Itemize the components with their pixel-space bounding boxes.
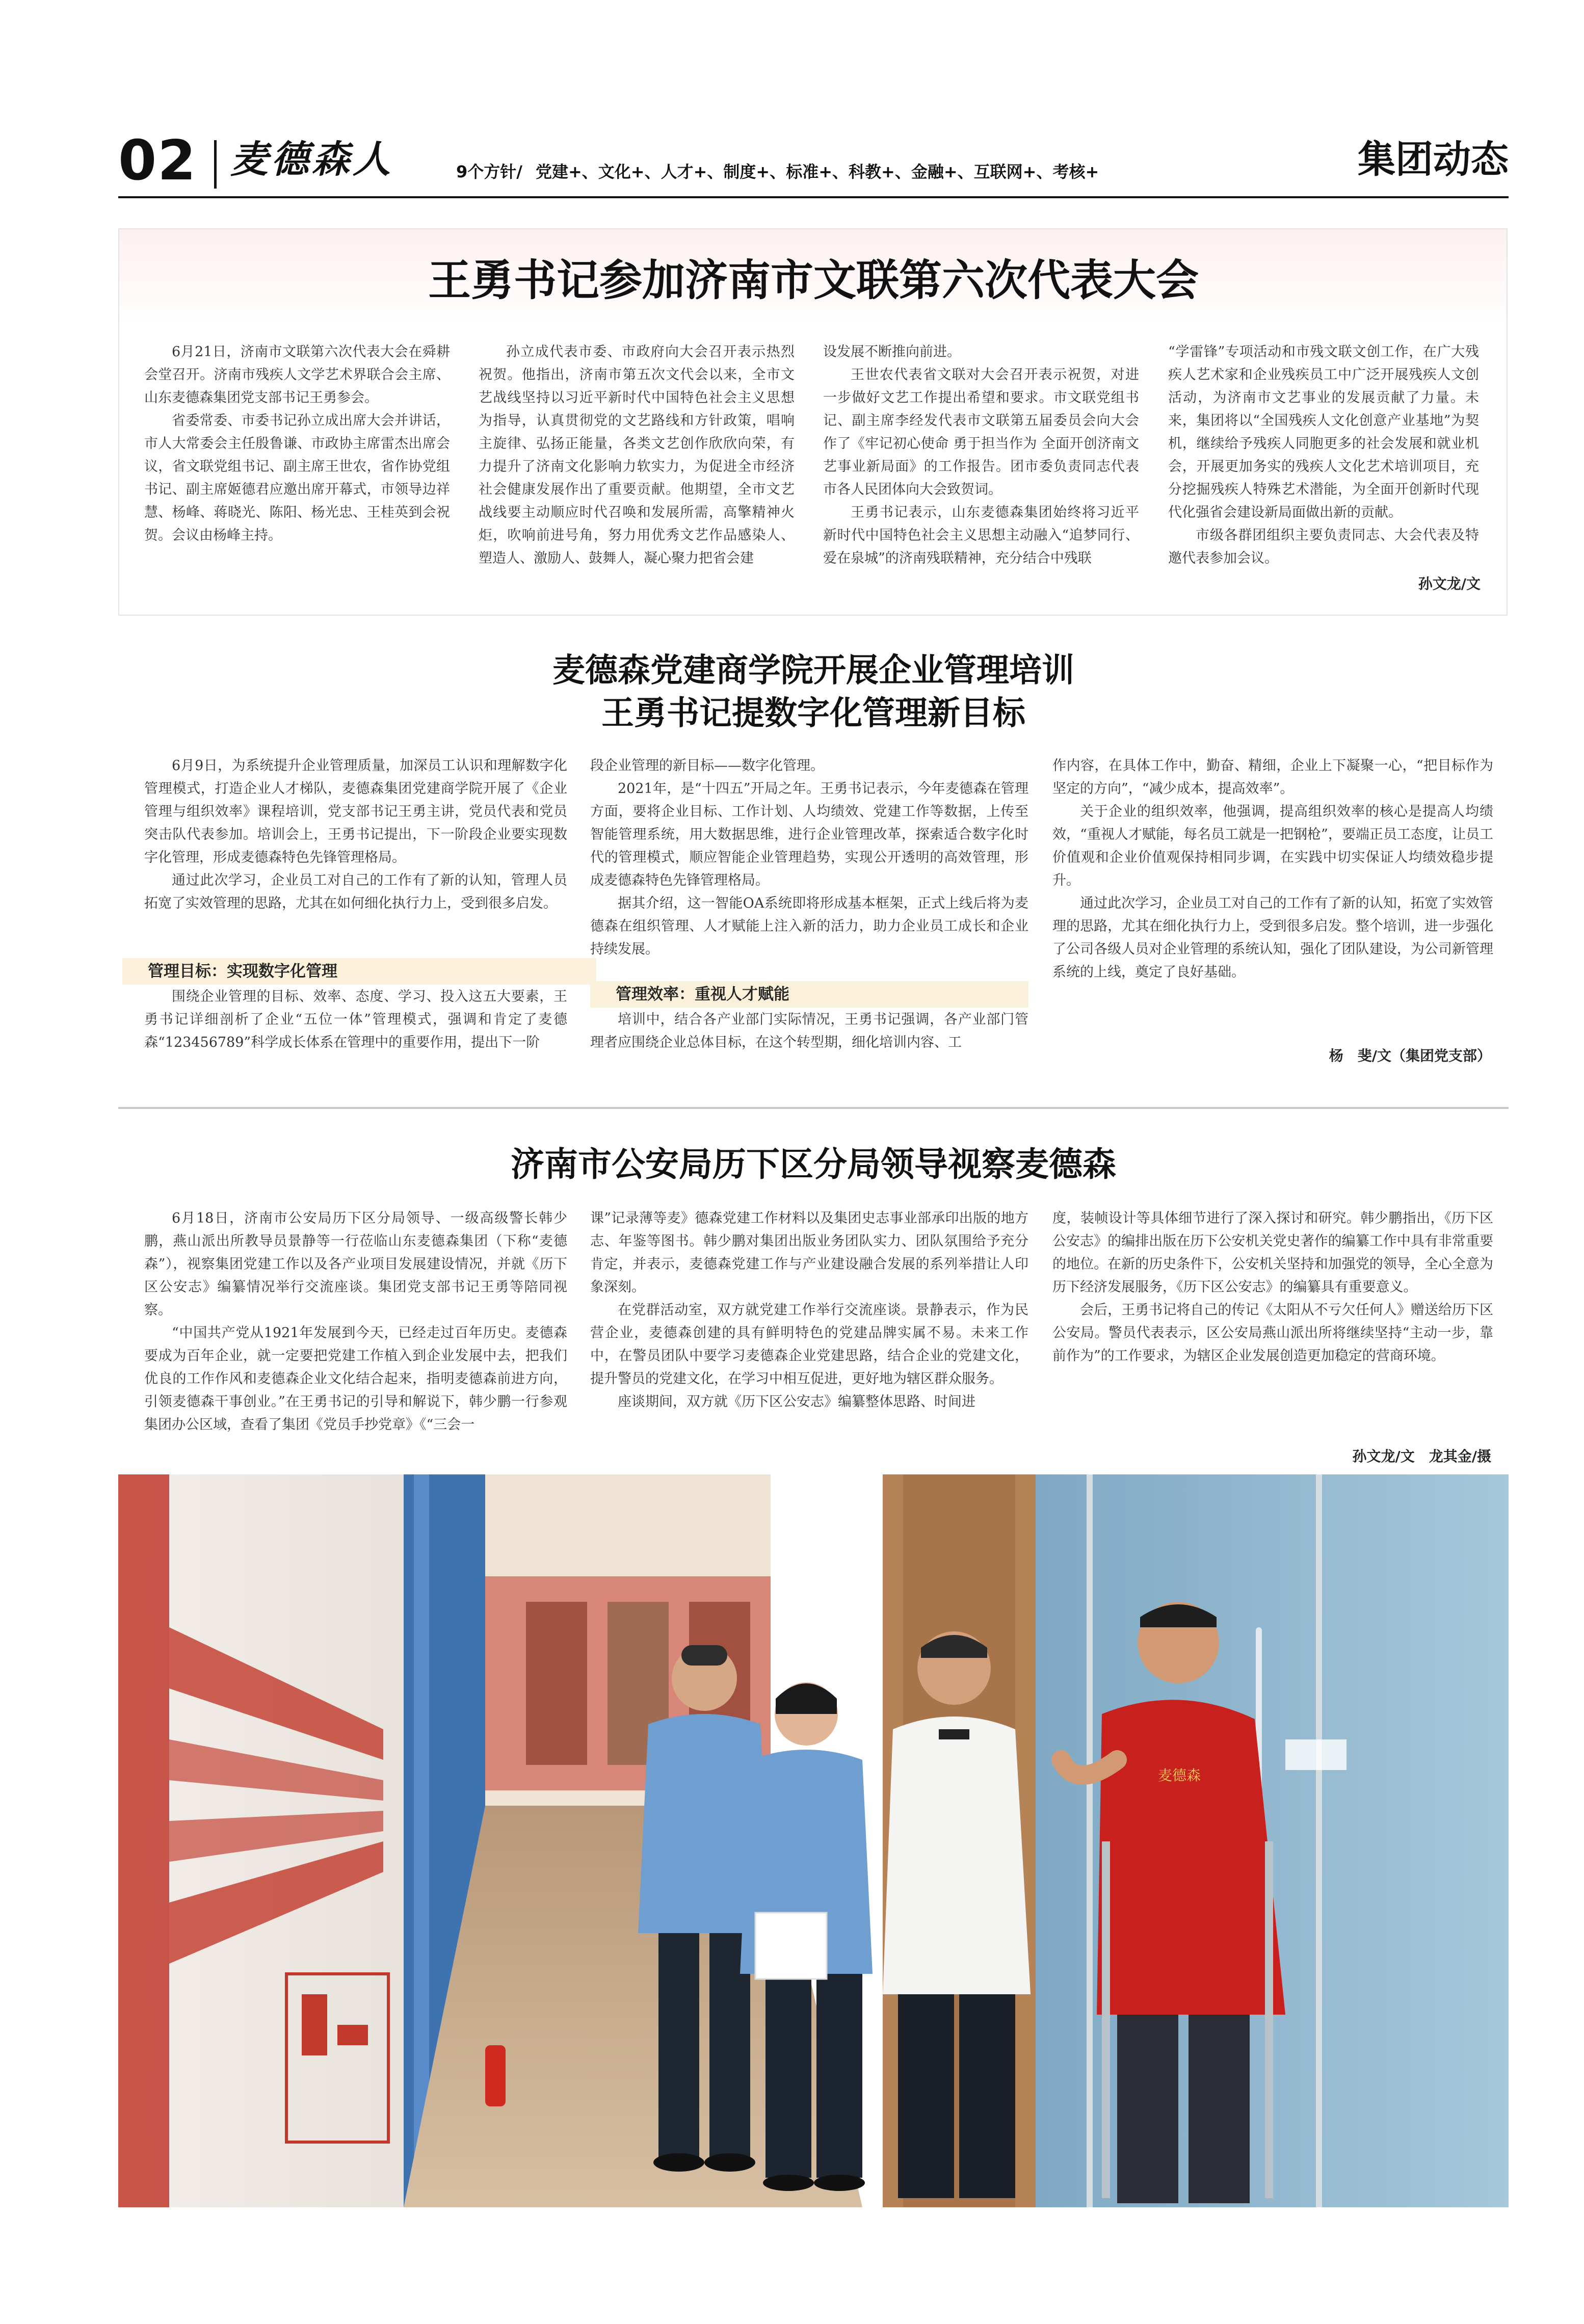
article1-column-2 [479,340,795,570]
paragraph: 王勇书记表示，山东麦德森集团始终将习近平新时代中国特色社会主义思想主动融入“追梦同行、爱在泉城”的济南残联精神，充分结合中残联 [823,505,1139,566]
header-rule [118,196,1509,198]
fire-extinguisher [485,2045,506,2106]
paragraph: 关于企业的组织效率，他强调，提高组织效率的核心是提高人均绩效，“重视人才赋能，每名员工就是一把钢枪”，要端正员工态度，让员工价值观和企业价值观保持相同步调，在实践中切实保证人均绩效稳步提升。 [1052,804,1493,888]
paragraph: 在党群活动室，双方就党建工作举行交流座谈。景静表示，作为民营企业，麦德森创建的具有鲜明特色的党建品牌实属不易。未来工作中，在警员团队中要学习麦德森企业党建思路，结合企业的党建文化，提升警员的党建文化，在学习中相互促进，更好地为辖区群众服务。 [590,1302,1028,1387]
paragraph: 据其介绍，这一智能OA系统即将形成基本框架，正式上线后将为麦德森在组织管理、人才赋能上注入新的活力，助力企业员工成长和企业持续发展。 [590,895,1028,957]
newspaper-logo: 麦德森人 [230,138,393,181]
paragraph: “中国共产党从1921年发展到今天，已经走过百年历史。麦德森要成为百年企业，就一定要把党建工作植入到企业发展中去，把我们优良的工作作风和麦德森企业文化结合起来，指明麦德森前进方向，引领麦德森干事创业。”在王勇书记的引导和解说下，韩少鹏一行参观集团办公区域，查看了集团《党员手抄党章》《“三会一 [144,1325,567,1433]
article1-byline: 孙文龙/文 [1418,575,1481,592]
article2-title-line1: 麦德森党建商学院开展企业管理培训 [552,652,1074,690]
shirt-logo: 麦德森 [1158,1767,1201,1784]
article1-column-1 [144,340,450,547]
article2-subhead-1: 管理目标：实现数字化管理 [122,958,596,985]
article2-column-1-continued [144,985,567,1054]
paragraph: 6月18日，济南市公安局历下区分局领导、一级高级警长韩少鹏，燕山派出所教导员景静等一行莅临山东麦德森集团（下称“麦德森”），视察集团党建工作以及各产业项目发展建设情况，并就《历下区公安志》编纂情况举行交流座谈。集团党支部书记王勇等陪同视察。 [144,1210,567,1318]
paragraph: 王世农代表省文联对大会召开表示祝贺，对进一步做好文艺工作提出希望和要求。市文联党组书记、副主席李经发代表市文联第五届委员会向大会作了《牢记初心使命 勇于担当作为 全面开创济南文艺事业新局面》的工作报告。团市委负责同志代表市各人民团体向大会致贺词。 [823,367,1139,497]
article2-column-2 [590,754,1028,961]
article1-column-4 [1168,340,1479,570]
paragraph: 设发展不断推向前进。 [823,344,961,360]
article3-photo [118,1474,1509,2207]
article2-column-2-continued [590,1008,1028,1054]
article3-title: 济南市公安局历下区分局领导视察麦德森 [511,1145,1116,1184]
paragraph: 段企业管理的新目标——数字化管理。 [590,758,824,774]
article3-byline: 孙文龙/文 龙其金/摄 [1352,1448,1491,1465]
article3-column-1 [144,1207,567,1436]
article3-column-3 [1052,1207,1493,1367]
paragraph: 会后，王勇书记将自己的传记《太阳从不亏欠任何人》赠送给历下区公安局。警员代表表示，区公安局燕山派出所将继续坚持“主动一步，靠前作为”的工作要求，为辖区企业发展创造更加稳定的营商环境。 [1052,1302,1493,1364]
motto-label: 9个方针/ [456,162,522,181]
article1-column-3 [823,340,1139,570]
paragraph: “学雷锋”专项活动和市残文联文创工作，在广大残疾人艺术家和企业残疾员工中广泛开展残疾人文创活动，为济南市文艺事业的发展贡献了力量。未来，集团将以“全国残疾人文化创意产业基地”为契机，继续给予残疾人同胞更多的社会发展和就业机会，开展更加务实的残疾人文化艺术培训项目，充分挖掘残疾人特殊艺术潜能，为全面开创新时代现代化强省会建设新局面做出新的贡献。 [1168,344,1479,520]
article2-title-line2: 王勇书记提数字化管理新目标 [601,695,1025,732]
article2-column-3 [1052,754,1493,984]
article3-column-2 [590,1207,1028,1413]
motto-items: 党建+、文化+、人才+、制度+、标准+、科教+、金融+、互联网+、考核+ [535,162,1099,181]
paragraph: 课”记录薄等麦》德森党建工作材料以及集团史志事业部承印出版的地方志、年鉴等图书。韩少鹏对集团出版业务团队实力、团队氛围给予充分肯定，并表示，麦德森党建工作与产业建设融合发展的系列举措让人印象深刻。 [590,1210,1028,1295]
paragraph: 通过此次学习，企业员工对自己的工作有了新的认知，管理人员拓宽了实效管理的思路，尤其在如何细化执行力上，受到很多启发。 [144,873,567,911]
article1-title: 王勇书记参加济南市文联第六次代表大会 [428,255,1199,305]
paragraph: 通过此次学习，企业员工对自己的工作有了新的认知，拓宽了实效管理的思路，尤其在细化执行力上，受到很多启发。整个培训，进一步强化了公司各级人员对企业管理的系统认知，强化了团队建设，为公司新管理系统的上线，奠定了良好基础。 [1052,895,1493,980]
paragraph: 座谈期间，双方就《历下区公安志》编纂整体思路、时间进 [618,1394,975,1410]
paragraph: 6月9日，为系统提升企业管理质量，加深员工认识和理解数字化管理模式，打造企业人才梯队，麦德森集团党建商学院开展了《企业管理与组织效率》课程培训，党支部书记王勇主讲，党员代表和党员突击队代表参加。培训会上，王勇书记提出，下一阶段企业要实现数字化管理，形成麦德森特色先锋管理格局。 [144,758,567,865]
paragraph: 2021年，是“十四五”开局之年。王勇书记表示，今年麦德森在管理方面，要将企业目标、工作计划、人均绩效、党建工作等数据，上传至智能管理系统，用大数据思维，进行企业管理改革，探索适合数字化时代的管理模式，顺应智能企业管理趋势，实现公开透明的高效管理，形成麦德森特色先锋管理格局。 [590,781,1028,888]
paragraph: 省委常委、市委书记孙立成出席大会并讲话，市人大常委会主任殷鲁谦、市政协主席雷杰出席会议，省文联党组书记、副主席王世农，省作协党组书记、副主席姬德君应邀出席开幕式，市领导边祥慧、杨峰、蒋晓光、陈阳、杨光忠、王桂英到会祝贺。会议由杨峰主持。 [144,413,450,543]
paragraph: 作内容，在具体工作中，勤奋、精细，企业上下凝聚一心，“把目标作为坚定的方向”，“减少成本，提高效率”。 [1052,758,1493,797]
paragraph: 围绕企业管理的目标、效率、态度、学习、投入这五大要素，王勇书记详细剖析了企业“五位一体”管理模式，强调和肯定了麦德森“123456789”科学成长体系在管理中的重要作用，提出下一阶 [144,989,567,1050]
header-divider [214,140,217,189]
paragraph: 孙立成代表市委、市政府向大会召开表示热烈祝贺。他指出，济南市第五次文代会以来，全市文艺战线坚持以习近平新时代中国特色社会主义思想为指导，认真贯彻党的文艺路线和方针政策，唱响主旋律、弘扬正能量，各类文艺创作欣欣向荣，有力提升了济南文化影响力软实力，为促进全市经济社会健康发展作出了重要贡献。他期望，全市文艺战线要主动顺应时代召唤和发展所需，高擎精神火炬，吹响前进号角，努力用优秀文艺作品感染人、塑造人、激励人、鼓舞人，凝心聚力把省会建 [479,344,795,566]
article2-subhead-2: 管理效率：重视人才赋能 [590,981,1028,1008]
paragraph: 培训中，结合各产业部门实际情况，王勇书记强调，各产业部门管理者应围绕企业总体目标，在这个转型期，细化培训内容、工 [590,1012,1028,1050]
article2-column-1 [144,754,567,915]
section-title: 集团动态 [1358,138,1509,181]
header-motto [456,159,1099,182]
page-number: 02 [118,129,197,193]
paragraph: 度，装帧设计等具体细节进行了深入探讨和研究。韩少鹏指出，《历下区公安志》的编排出版在历下公安机关党史著作的编纂工作中具有非常重要的地位。在新的历史条件下，公安机关坚持和加强党的领导，全心全意为历下经济发展服务，《历下区公安志》的编纂具有重要意义。 [1052,1210,1493,1295]
paragraph: 6月21日，济南市文联第六次代表大会在舜耕会堂召开。济南市残疾人文学艺术界联合会主席、山东麦德森集团党支部书记王勇参会。 [144,344,450,406]
paragraph: 市级各群团组织主要负责同志、大会代表及特邀代表参加会议。 [1168,527,1479,566]
section-divider [118,1107,1509,1109]
article2-byline: 杨 斐/文（集团党支部） [1329,1047,1491,1064]
